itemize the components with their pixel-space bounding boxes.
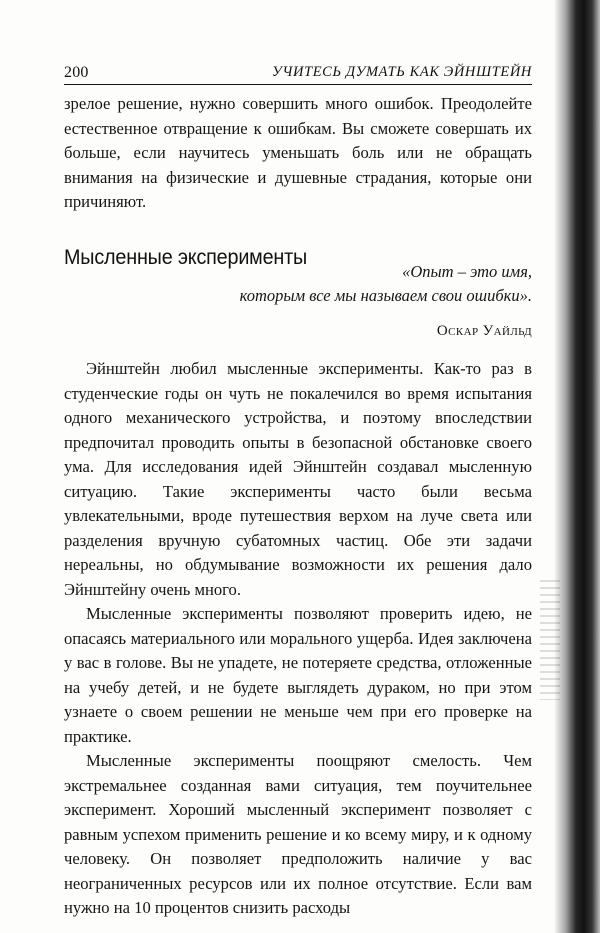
paragraph: зрелое решение, нужно совершить много ошибок. Преодолейте естественное отвращение к ошибкам. Вы сможете совершать их больше, если научитесь уменьшать боль или не обращать внимания на физические и душевные страдания, которые они причиняют. bbox=[64, 94, 532, 211]
paragraph: Мысленные эксперименты позволяют проверить идею, не опасаясь материального или морального ущерба. Идея заключена у вас в голове. Вы не упадете, не потеряете средства, отложенные на учебу детей, и не будете выглядеть дураком, но при этом узнаете о своем решении не меньше чем при его проверке на практике. bbox=[64, 604, 532, 746]
epigraph-author: Оскар Уайльд bbox=[436, 323, 532, 339]
section-heading: Мысленные эксперименты bbox=[64, 244, 308, 269]
running-title: УЧИТЕСЬ ДУМАТЬ КАК ЭЙНШТЕЙН bbox=[272, 64, 532, 80]
scan-binding-edge bbox=[554, 0, 600, 933]
epigraph-line: «Опыт – это имя, bbox=[402, 262, 532, 281]
page-number: 200 bbox=[64, 64, 89, 81]
paragraph: Мысленные эксперименты поощряют смелость. Чем экстремальнее созданная вами ситуация, тем поучительнее эксперимент. Хороший мысленный эксперимент позволяет с равным успехом применить решение и ко всему миру, и к одному человеку. Он позволяет предположить наличие у вас неограниченных ресурсов или их полное отсутствие. Если вам нужно на 10 процентов снизить расходы bbox=[64, 751, 532, 917]
continued-paragraph bbox=[64, 92, 532, 215]
epigraph-quote bbox=[132, 260, 532, 308]
epigraph-line: которым все мы называем свои ошибки». bbox=[239, 286, 532, 305]
paragraph: Эйнштейн любил мысленные эксперименты. Как-то раз в студенческие годы он чуть не покалечился во время испытания одного механического устройства, и поэтому впоследствии предпочитал проводить опыты в безопасной обстановке своего ума. Для исследования идей Эйнштейн создавал мысленную ситуацию. Такие эксперименты часто были весьма увлекательными, вроде путешествия верхом на луче света или разделения вручную субатомных частиц. Обе эти задачи нереальны, но обдумывание возможности их решения дало Эйнштейну очень много. bbox=[64, 359, 532, 599]
section-body bbox=[64, 357, 532, 921]
running-header bbox=[64, 64, 532, 85]
scan-noise bbox=[540, 580, 560, 700]
